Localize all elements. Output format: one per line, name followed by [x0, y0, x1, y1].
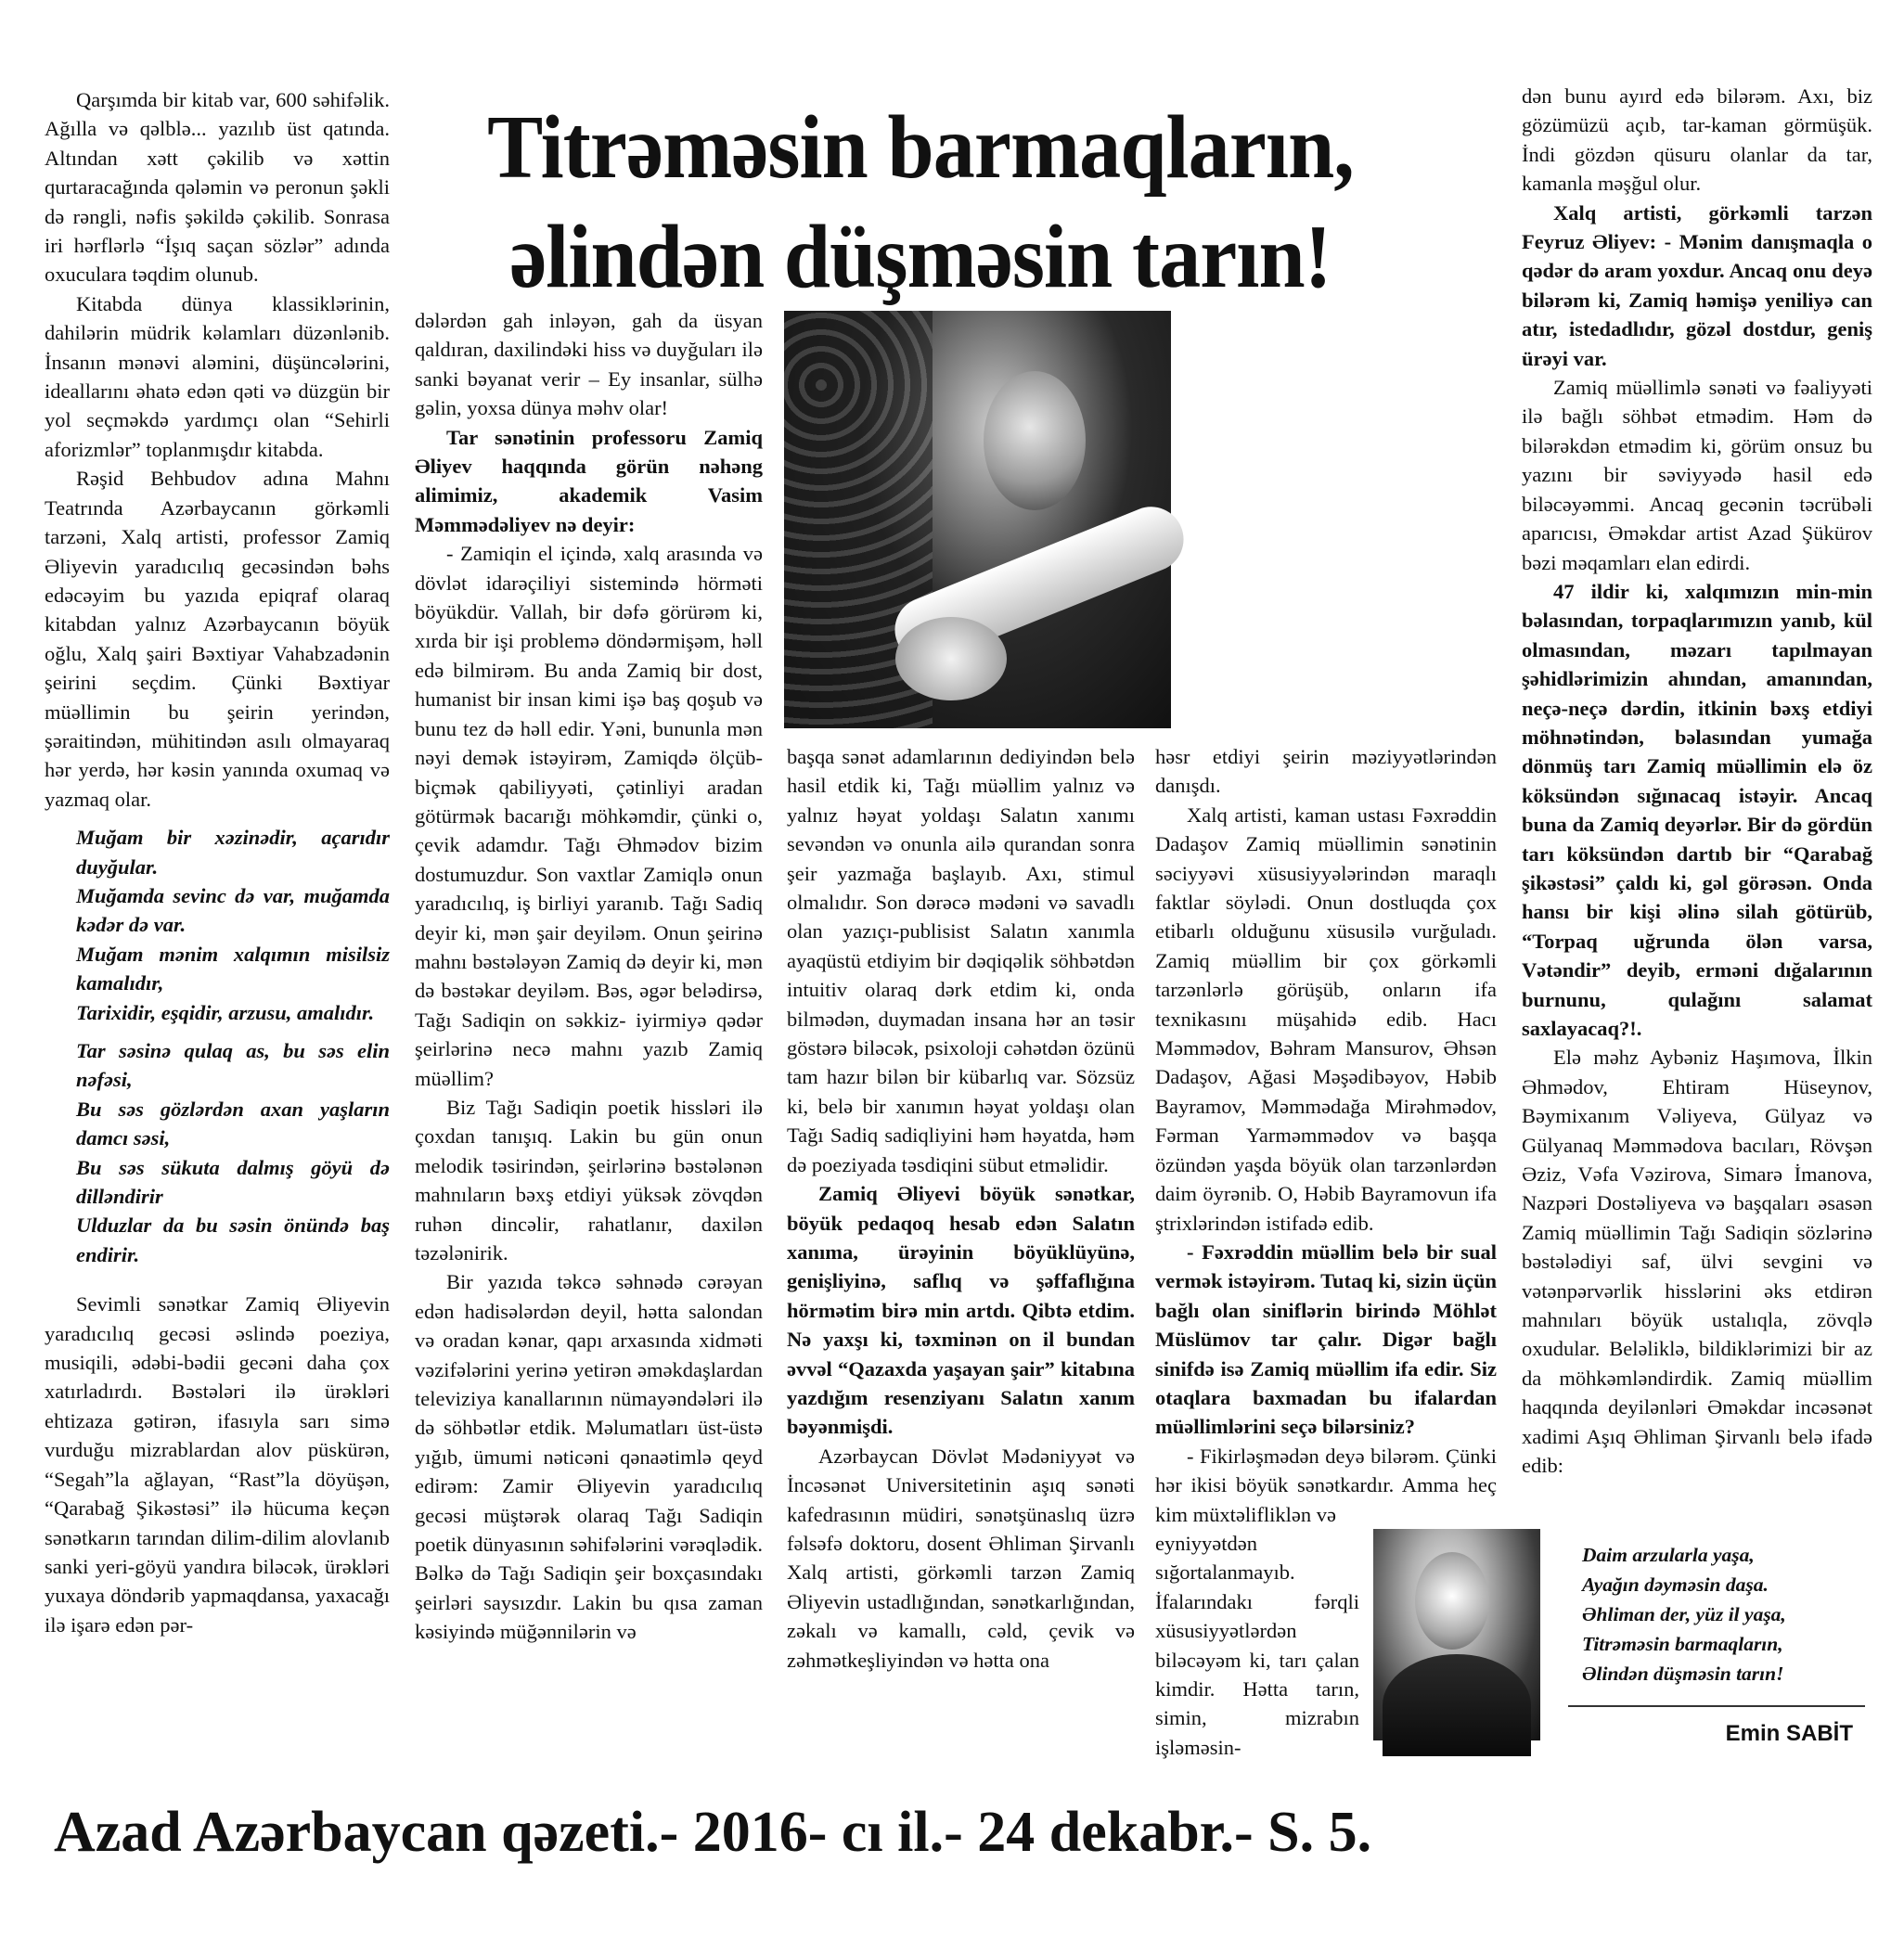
- paragraph: dən bunu ayırd edə bilərəm. Axı, biz gözümüzü açıb, tar-kaman görmüşük. İndi gözdən qüsuru olanlar da tar, kamanla məşğul olur.: [1522, 84, 1872, 196]
- column-4-wrap: [1155, 1529, 1359, 1759]
- poem-line: Əlindən düşməsin tarın!: [1582, 1663, 1784, 1685]
- column-5: [1522, 82, 1872, 1518]
- paragraph: - Zamiqin el içində, xalq arasında və dövlət idarəçiliyi sistemində hörməti böyükdür. Vallah, bir dəfə görürəm ki, xırda bir işi problemə döndərmişəm, həll edə bilmirəm. Bu anda Zamiq bir dost, humanist bir insan kimi işə baş qoşub və bunu tez də həll edir. Yəni, bununla mən nəyi demək istəyirəm, Zamiqdə ölçüb-biçmək qabiliyyəti, çətinliyi aradan götürmək bacarığı möhkəmdir, çünki o, çevik adamdır. Tağı Əhmədov bizim dostumuzdur. Son vaxtlar Zamiqlə onun yaradıcılıq, iş birliyi yaranıb. Tağı Sadiq deyir ki, mən şair deyiləm. Onun şeirinə mahnı bəstələyən Zamiq də deyir ki, mən də bəstəkar deyiləm. Bəs, əgər belədirsə, Tağı Sadiqin on səkkiz- iyirmiyə qədər şeirlərinə necə mahnı yazıb Zamiq müəllim?: [415, 542, 763, 1090]
- paragraph: başqa sənət adamlarının dediyindən belə hasil etdik ki, Tağı müəllim yalnız və yalnız həyat yoldaşı Salatın xanımı sevəndən və onunla ailə qurandan sonra şeir yazmağa başlayıb. Axı, stimul olmalıdır. Son dərəcə mədəni və savadlı olan yazıçı-publisist Salatın xanımla ayaqüstü etdiyim bir dəqiqəlik söhbətdən intuitiv olaraq dərk etdim ki, onda bilmədən, duymadan insana hər an təsir göstərə biləcək, psixoloji cəhətdən özünü tam hazır bilən bir kübarlıq var. Sözsüz ki, belə bir xanımın həyat yoldaşı olan Tağı Sadiq sadiqliyini həm həyatda, həm də poeziyada təsdiqini sübut etməlidir.: [787, 745, 1135, 1176]
- column-4: [1155, 742, 1497, 1527]
- paragraph: Sevimli sənətkar Zamiq Əliyevin yaradıcılıq gecəsi əslində poeziya, musiqili, ədəbi-bədii gecəni daha çox xatırladırdı. Bəstələri ilə ürəkləri ehtizaza gətirən, ifasıyla sarı simə vurduğu mizrablardan alov püskürən, “Segah”la ağlayan, “Rast”la döyüşən, “Qarabağ Şikəstəsi” ilə hücuma keçən sənətkarın tarından dilim-dilim alovlanıb sanki yeri-göyü yandıra biləcək, ürəkləri yuxaya döndərib yapmaqdansa, yaxacağı ilə işarə edən pər-: [45, 1292, 390, 1637]
- paragraph: Biz Tağı Sadiqin poetik hissləri ilə çoxdan tanışıq. Lakin bu gün onun melodik təsirindən, şeirlərinə bəstələnən mahnıların bəxş etdiyi yüksək zövqdən ruhən dincəlir, rahatlanır, daxilən təzələnirik.: [415, 1095, 763, 1265]
- poem-line: Titrəməsin barmaqların,: [1582, 1633, 1783, 1655]
- paragraph: eyniyyətdən sığortalanmayıb. İfalarındakı fərqli xüsusiyyətlərdən biləcəyəm ki, tarı çalan kimdir. Hətta tarın, simin, mizrabın işləməsin-: [1155, 1532, 1359, 1759]
- headline-line-2: əlindən düşməsin tarın!: [509, 207, 1332, 307]
- paragraph: Rəşid Behbudov adına Mahnı Teatrında Azərbaycanın görkəmli tarzəni, Xalq artisti, professor Zamiq Əliyevin yaradıcılıq gecəsindən bəhs edəcəyim bu yazıda epiqraf olaraq kitabdan yalnız Azərbaycanın böyük oğlu, Xalq şairi Bəxtiyar Vahabzadənin şeirini seçdim. Çünki Bəxtiyar müəllimin bu şeirin yerindən, şəraitindən, mühitindən asılı olmayaraq hər yerdə, hər kəsin yanında oxumaq və yazmaq olar.: [45, 467, 390, 811]
- paragraph-bold: Tar sənətinin professoru Zamiq Əliyev haqqında görün nəhəng alimimiz, akademik Vasim Məmmədəliyev nə deyir:: [415, 425, 763, 536]
- paragraph-bold: Xalq artisti, görkəmli tarzən Feyruz Əliyev: - Mənim danışmaqla o qədər də aram yoxdur. Ancaq onu deyə bilərəm ki, Zamiq həmişə yeniliyə can atır, istedadlıdır, gözəl dostdur, geniş ürəyi var.: [1522, 200, 1872, 370]
- poem-line: Bu səs gözlərdən axan yaşların damcı səsi,: [76, 1097, 390, 1150]
- paragraph-bold: - Fəxrəddin müəllim belə bir sual vermək istəyirəm. Tutaq ki, sizin üçün bağlı olan siniflərin birində Möhlət Müslümov tar çalır. Digər bağlı sinifdə isə Zamiq müəllim ifa edir. Siz otaqlara baxmadan bu ifalardan müəllimlərini seçə bilərsiniz?: [1155, 1239, 1497, 1439]
- source-caption: Azad Azərbaycan qəzeti.- 2016- cı il.- 24 dekabr.- S. 5.: [54, 1801, 1372, 1864]
- poem-line: Daim arzularla yaşa,: [1582, 1544, 1755, 1566]
- paragraph: Zamiq müəllimlə sənəti və fəaliyyəti ilə bağlı söhbət etmədim. Həm də bilərəkdən etmədim ki, görüm onsuz bu yazını bir səviyyədə hasil edə biləcəyəmmi. Ancaq gecənin təcrübəli aparıcısı, Əməkdar artist Azad Şükürov bəzi məqamları elan edirdi.: [1522, 376, 1872, 574]
- paragraph: Bir yazıda təkcə səhnədə cərəyan edən hadisələrdən deyil, hətta salondan və oradan kənar, qapı arxasında xidməti vəzifələrini yerinə yetirən əməkdaşlardan televiziya kanallarının nümayəndələri ilə də söhbətlər etdik. Məlumatları üst-üstə yığıb, ümumi nəticəni qənaətimlə qeyd edirəm: Zamir Əliyevin yaradıcılıq gecəsi müştərək olaraq Tağı Sadiqin poetik dünyasının səhifələrini vərəqlədik. Bəlkə də Tağı Sadiqin şeir boxçasındakı şeirləri saysızdır. Lakin bu qısa zaman kəsiyində müğənnilərin və: [415, 1270, 763, 1644]
- paragraph: Xalq artisti, kaman ustası Fəxrəddin Dadaşov Zamiq müəllimin sənətinin səciyyəvi xüsusiyyələrindən maraqlı faktlar söylədi. Onun dostluqda çox etibarlı olduğunu xüsusilə vurğuladı. Zamiq müəllim bir çox görkəmli tarzənlərlə görüşüb, onların ifa texnikasını müşahidə edib. Hacı Məmmədov, Bəhram Mansurov, Əhsən Dadaşov, Ağasi Məşədibəyov, Həbib Bayramov, Məmmədağa Mirəhmədov, Fərman Yarməmmədov və başqa özündən yaşda böyük olan tarzənlərdən daim öyrənib. O, Həbib Bayramovun ifa ştrixlərindən istifadə edib.: [1155, 803, 1497, 1235]
- paragraph: Azərbaycan Dövlət Mədəniyyət və İncəsənət Universitetinin aşıq sənəti kafedrasının müdiri, sənətşünaslıq üzrə fəlsəfə doktoru, dosent Əhliman Şirvanlı Xalq artisti, görkəmli tarzən Zamiq Əliyevin ustadlığından, sənətkarlığından, zəkalı və kamallı, cəld, çevik və zəhmətkeşliyindən və hətta ona: [787, 1444, 1135, 1672]
- paragraph: Kitabda dünya klassiklərinin, dahilərin müdrik kəlamları düzənlənib. İnsanın mənəvi aləmini, düşüncələrini, ideallarını əhatə edən qəti və düzgün bir yol seçməkdə yardımçı olan “Sehirli aforizmlər” toplanmışdır kitabda.: [45, 291, 390, 461]
- divider: [1568, 1705, 1865, 1707]
- poem-line: Muğam bir xəzinədir, açarıdır duyğular.: [76, 826, 390, 879]
- column-3: [787, 742, 1135, 1746]
- headline-line-1: Titrəməsin barmaqların,: [487, 97, 1354, 198]
- column-1: [45, 85, 390, 1746]
- paragraph-bold: 47 ildir ki, xalqımızın min-min bəlasından, torpaqlarımızın yanıb, kül olmasından, məzarı tapılmayan şəhidlərimizin ahından, amanından, neçə-neçə dərdin, itkinin bəxş etdiyi möhnətindən, bəlasından yumağa dönmüş tarı Zamiq müəllimin elə öz köksündən sığınacaq istəyir. Ancaq buna da Zamiq deyərlər. Bir də gördün tarı köksündən dartıb bir “Qarabağ şikəstəsi” çaldı ki, gəl görəsən. Onda hansı bir kişi əlinə silah götürüb, “Torpaq uğrunda ölən varsa, Vətəndir” deyib, erməni dığalarının burnunu, qulağını salamat saxlayacaq?!.: [1522, 579, 1872, 1040]
- paragraph-bold: Zamiq Əliyevi böyük sənətkar, böyük pedaqoq hesab edən Salatın xanıma, ürəyinin böyüklüyünə, genişliyinə, saflıq və şəffaflığına hörmətim birə min artdı. Qibtə etdim. Nə yaxşı ki, təxminən on il bundan əvvəl “Qazaxda yaşayan şair” kitabına yazdığım resenziyanı Salatın xanım bəyənmişdi.: [787, 1182, 1135, 1439]
- paragraph: - Fikirləşmədən deyə bilərəm. Çünki hər ikisi böyük sənətkardır. Amma heç kim müxtəlifliklən və: [1155, 1444, 1497, 1526]
- epigraph-poem: [76, 823, 390, 1027]
- poem-line: Əhliman der, yüz il yaşa,: [1582, 1603, 1786, 1625]
- poem-line: Ulduzlar da bu səsin önündə baş endirir.: [76, 1213, 390, 1266]
- photo-musician-with-tar: [784, 311, 1171, 728]
- headline: [408, 93, 1433, 312]
- paragraph: həsr etdiyi şeirin məziyyətlərindən danışdı.: [1155, 745, 1497, 798]
- epigraph-poem: [76, 1036, 390, 1269]
- poem-line: Ayağın dəyməsin daşa.: [1582, 1573, 1769, 1596]
- portrait-photo: [1373, 1529, 1540, 1740]
- paragraph: dələrdən gah inləyən, gah da üsyan qaldıran, daxilindəki hiss və duyğuları ilə sanki bəyanat verir – Ey insanlar, sülhə gəlin, yoxsa dünya məhv olar!: [415, 309, 763, 420]
- poem-line: Tar səsinə qulaq as, bu səs elin nəfəsi,: [76, 1039, 390, 1092]
- author-signature: Emin SABİT: [1725, 1721, 1853, 1746]
- column-2: [415, 306, 763, 1746]
- poem-line: Bu səs sükuta dalmış göyü də dilləndirir: [76, 1155, 390, 1209]
- closing-poem: [1582, 1540, 1879, 1689]
- paragraph: Elə məhz Aybəniz Haşımova, İlkin Əhmədov, Ehtiram Hüseynov, Bəymixanım Vəliyeva, Gülyaz və Gülyanaq Məmmədova bacıları, Rövşən Əziz, Vəfa Vəzirova, Simarə İmanova, Nazpəri Dostəliyeva və başqaları əsasən Zamiq müəllimin Tağı Sadiqin sözlərinə bəstələdiyi saf, ülvi sevgini və vətənpərvərlik hisslərini əks etdirən mahnıları böyük ustalıqla, zövqlə oxudular. Beləliklə, bildiklərimizi bir az da möhkəmləndirdik. Zamiq müəllim haqqında deyilənləri Əməkdar incəsənət xadimi Aşıq Əhliman Şirvanlı belə ifadə edib:: [1522, 1046, 1872, 1478]
- poem-line: Tarixidir, eşqidir, arzusu, amalıdır.: [76, 1000, 375, 1024]
- poem-line: Muğam mənim xalqımın misilsiz kamalıdır,: [76, 942, 390, 995]
- poem-line: Muğamda sevinc də var, muğamda kədər də var.: [76, 883, 390, 937]
- paragraph: Qarşımda bir kitab var, 600 səhifəlik. Ağılla və qəlblə... yazılıb üst qatında. Altından xətt çəkilib və xəttin qurtaracağında qələmin və peronun şəkli də rəngli, nəfis şəkildə çəkilib. Sonrasa iri hərflərlə “İşıq saçan sözlər” adında oxuculara təqdim olunub.: [45, 88, 390, 287]
